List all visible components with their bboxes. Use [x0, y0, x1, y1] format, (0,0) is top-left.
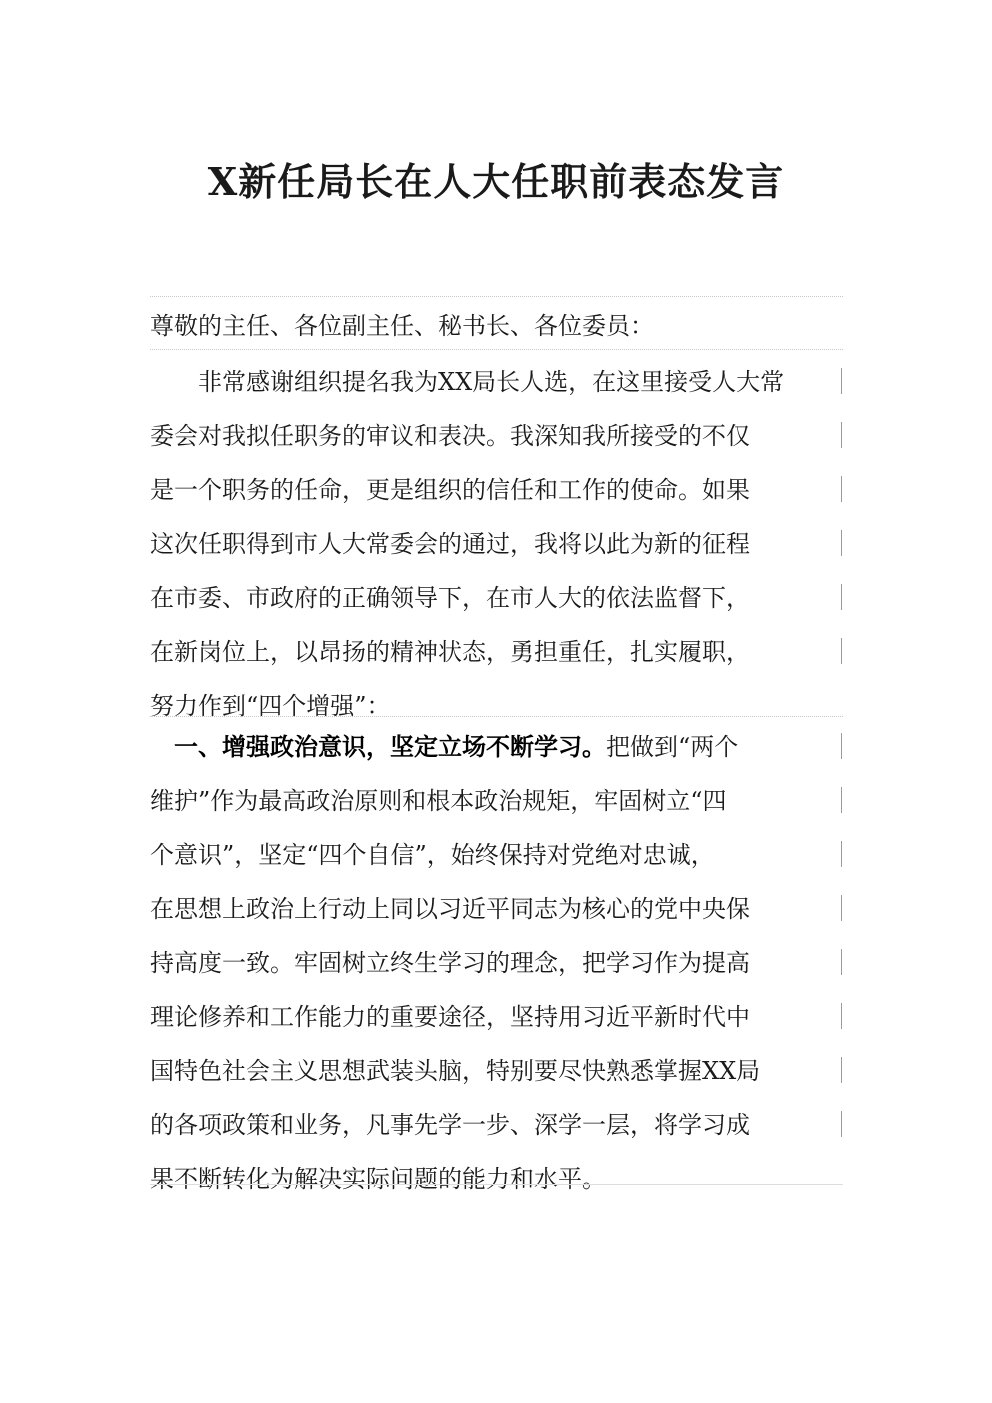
- paragraph-line: 委会对我拟任职务的审议和表决。我深知我所接受的不仅: [150, 422, 750, 450]
- paragraph-line: 果不断转化为解决实际问题的能力和水平。: [150, 1165, 606, 1193]
- paragraph-line: 非常感谢组织提名我为XX局长人选，在这里接受人大常: [150, 368, 785, 396]
- paragraph-line: 的各项政策和业务，凡事先学一步、深学一层，将学习成: [150, 1111, 750, 1139]
- margin-mark: [841, 1057, 842, 1083]
- margin-mark: [841, 1111, 842, 1137]
- margin-mark: [841, 733, 842, 759]
- paragraph-intro: [150, 355, 839, 733]
- paragraph-text: 把做到“两个: [606, 733, 739, 761]
- margin-mark: [841, 368, 842, 394]
- paragraph-line: 在市委、市政府的正确领导下，在市人大的依法监督下，: [150, 584, 750, 612]
- margin-mark: [841, 584, 842, 610]
- margin-mark: [841, 949, 842, 975]
- paragraph-line: 个意识”，坚定“四个自信”，始终保持对党绝对忠诚，: [150, 841, 715, 869]
- margin-mark: [841, 1003, 842, 1029]
- text-boundary-top: [150, 296, 843, 297]
- paragraph-line: 这次任职得到市人大常委会的通过，我将以此为新的征程: [150, 530, 750, 558]
- margin-mark: [841, 422, 842, 448]
- text-boundary-bottom: [150, 1184, 843, 1185]
- margin-mark: [841, 787, 842, 813]
- margin-mark: [841, 638, 842, 664]
- paragraph-line: 在思想上政治上行动上同以习近平同志为核心的党中央保: [150, 895, 750, 923]
- paragraph-line: 努力作到“四个增强”：: [150, 692, 391, 720]
- margin-mark: [841, 841, 842, 867]
- paragraph-line: 在新岗位上，以昂扬的精神状态，勇担重任，扎实履职，: [150, 638, 750, 666]
- paragraph-line: [150, 720, 839, 774]
- section-heading: 一、增强政治意识，坚定立场不断学习。: [150, 732, 606, 761]
- salutation: 尊敬的主任、各位副主任、秘书长、各位委员：: [150, 312, 654, 340]
- paragraph-line: 维护”作为最高政治原则和根本政治规矩，牢固树立“四: [150, 787, 727, 815]
- paragraph-line: 持高度一致。牢固树立终生学习的理念，把学习作为提高: [150, 949, 750, 977]
- margin-mark: [841, 476, 842, 502]
- margin-mark: [841, 530, 842, 556]
- text-boundary-divider: [150, 349, 843, 350]
- paragraph-section-one: [150, 720, 839, 1206]
- document-title: X新任局长在人大任职前表态发言: [207, 159, 785, 204]
- margin-mark: [841, 895, 842, 921]
- text-boundary-divider: [150, 716, 843, 717]
- paragraph-line: 国特色社会主义思想武装头脑，特别要尽快熟悉掌握XX局: [150, 1057, 761, 1085]
- paragraph-line: 理论修养和工作能力的重要途径，坚持用习近平新时代中: [150, 1003, 750, 1031]
- paragraph-line: 是一个职务的任命，更是组织的信任和工作的使命。如果: [150, 476, 750, 504]
